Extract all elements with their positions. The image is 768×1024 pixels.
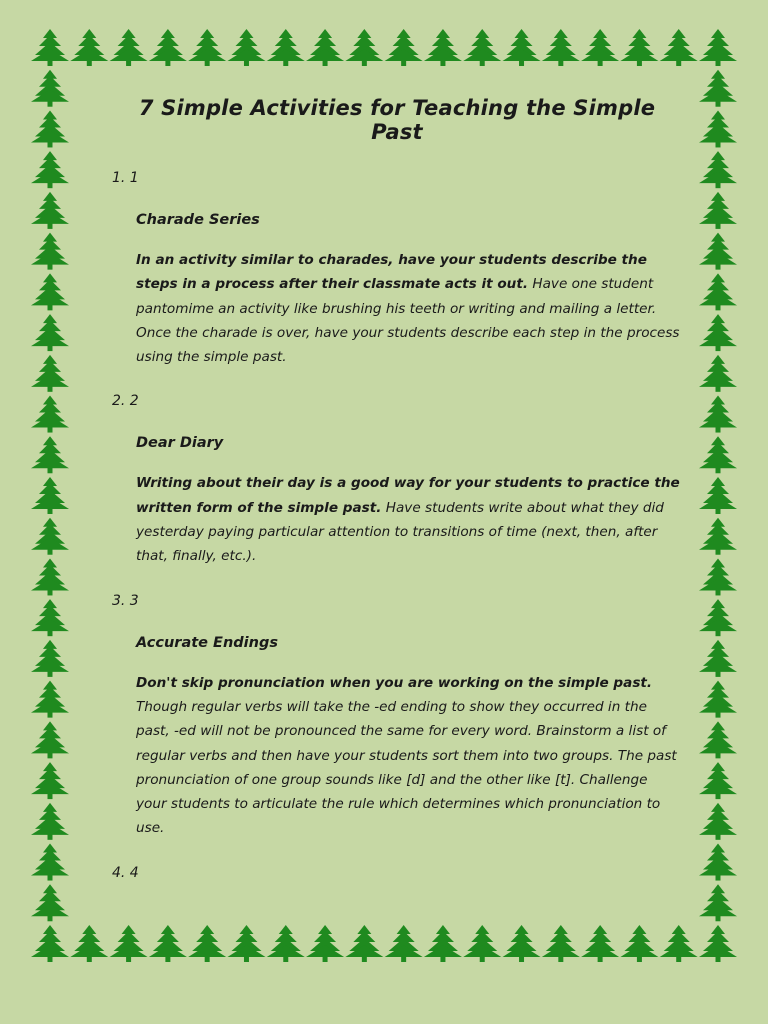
pine-tree-icon xyxy=(699,599,737,636)
document-body xyxy=(112,96,682,907)
pine-tree-icon xyxy=(620,925,658,962)
pine-tree-icon xyxy=(699,518,737,555)
activity-lead: In an activity similar to charades, have your students describe the steps in a process after their classmate acts it out. xyxy=(136,252,647,293)
pine-tree-icon xyxy=(699,396,737,433)
pine-tree-icon xyxy=(542,29,580,66)
pine-tree-icon xyxy=(31,192,69,229)
activity-3 xyxy=(112,593,682,841)
activity-1 xyxy=(112,170,682,369)
pine-tree-icon xyxy=(463,29,501,66)
pine-tree-icon xyxy=(31,110,69,147)
pine-tree-icon xyxy=(31,477,69,514)
activity-heading: Charade Series xyxy=(136,212,260,228)
pine-tree-icon xyxy=(699,192,737,229)
activity-lead: Writing about their day is a good way for your students to practice the written form of the simple past. xyxy=(136,475,680,516)
pine-tree-icon xyxy=(31,558,69,595)
activity-body: Though regular verbs will take the -ed ending to show they occurred in the past, -ed will not be pronounced the same for every word. Brainstorm a list of regular verbs and then have your students sort them into two groups. The past pronunciation of one group sounds like [d] and the other like [t]. Challenge your students to articulate the rule which determines which pronunciation to use. xyxy=(136,698,677,837)
pine-tree-icon xyxy=(463,925,501,962)
pine-tree-icon xyxy=(31,803,69,840)
pine-tree-icon xyxy=(31,844,69,881)
pine-tree-icon xyxy=(31,355,69,392)
activity-2 xyxy=(112,393,682,568)
pine-tree-icon xyxy=(699,844,737,881)
pine-tree-icon xyxy=(70,925,108,962)
pine-tree-icon xyxy=(188,925,226,962)
pine-tree-icon xyxy=(699,640,737,677)
pine-tree-icon xyxy=(424,925,462,962)
pine-tree-icon xyxy=(110,925,148,962)
pine-tree-icon xyxy=(503,29,541,66)
activity-description xyxy=(136,671,682,841)
activity-lead: Don't skip pronunciation when you are working on the simple past. xyxy=(136,674,653,691)
pine-tree-icon xyxy=(31,925,69,962)
pine-tree-icon xyxy=(699,233,737,270)
activity-description xyxy=(136,471,682,568)
pine-tree-icon xyxy=(31,884,69,921)
pine-tree-icon xyxy=(149,29,187,66)
pine-tree-icon xyxy=(660,925,698,962)
pine-tree-icon xyxy=(699,803,737,840)
pine-tree-icon xyxy=(699,558,737,595)
pine-tree-icon xyxy=(306,29,344,66)
pine-tree-icon xyxy=(503,925,541,962)
pine-tree-icon xyxy=(110,29,148,66)
item-number: 1. 1 xyxy=(112,170,139,186)
pine-tree-icon xyxy=(31,314,69,351)
pine-tree-icon xyxy=(699,355,737,392)
pine-tree-icon xyxy=(385,29,423,66)
pine-tree-icon xyxy=(699,273,737,310)
pine-tree-icon xyxy=(31,762,69,799)
activity-heading: Dear Diary xyxy=(136,435,224,452)
pine-tree-icon xyxy=(70,29,108,66)
pine-tree-icon xyxy=(699,436,737,473)
pine-tree-icon xyxy=(699,151,737,188)
activity-description xyxy=(136,248,682,369)
item-number: 2. 2 xyxy=(112,393,139,410)
pine-tree-icon xyxy=(699,681,737,718)
pine-tree-icon xyxy=(149,925,187,962)
pine-tree-icon xyxy=(31,273,69,310)
pine-tree-icon xyxy=(699,762,737,799)
page-title: 7 Simple Activities for Teaching the Simple Past xyxy=(138,96,656,144)
pine-tree-icon xyxy=(31,640,69,677)
pine-tree-icon xyxy=(699,29,737,66)
pine-tree-icon xyxy=(31,233,69,270)
pine-tree-icon xyxy=(699,314,737,351)
pine-tree-icon xyxy=(345,925,383,962)
pine-tree-icon xyxy=(31,396,69,433)
pine-tree-icon xyxy=(581,29,619,66)
pine-tree-icon xyxy=(227,925,265,962)
pine-tree-icon xyxy=(581,925,619,962)
pine-tree-icon xyxy=(188,29,226,66)
pine-tree-icon xyxy=(424,29,462,66)
pine-tree-icon xyxy=(345,29,383,66)
pine-tree-icon xyxy=(31,436,69,473)
pine-tree-icon xyxy=(31,721,69,758)
pine-tree-icon xyxy=(699,925,737,962)
pine-tree-icon xyxy=(699,721,737,758)
pine-tree-icon xyxy=(267,29,305,66)
pine-tree-icon xyxy=(699,884,737,921)
pine-tree-icon xyxy=(31,151,69,188)
activity-heading: Accurate Endings xyxy=(136,634,278,651)
pine-tree-icon xyxy=(306,925,344,962)
pine-tree-icon xyxy=(267,925,305,962)
pine-tree-icon xyxy=(31,70,69,107)
pine-tree-icon xyxy=(620,29,658,66)
pine-tree-icon xyxy=(31,518,69,555)
item-number: 3. 3 xyxy=(112,592,139,609)
pine-tree-icon xyxy=(31,599,69,636)
pine-tree-icon xyxy=(699,110,737,147)
pine-tree-icon xyxy=(699,477,737,514)
activity-body: Have one student pantomime an activity like brushing his teeth or writing and mailing a letter. Once the charade is over, have your students describe each step in the process using the simple past. xyxy=(136,276,680,366)
pine-tree-icon xyxy=(31,29,69,66)
item-number: 4. 4 xyxy=(112,864,139,881)
pine-tree-icon xyxy=(699,70,737,107)
pine-tree-icon xyxy=(31,681,69,718)
activity-body: Have students write about what they did yesterday paying particular attention to transitions of time (next, then, after that, finally, etc.). xyxy=(136,499,664,565)
pine-tree-icon xyxy=(660,29,698,66)
pine-tree-icon xyxy=(227,29,265,66)
pine-tree-icon xyxy=(385,925,423,962)
pine-tree-icon xyxy=(542,925,580,962)
